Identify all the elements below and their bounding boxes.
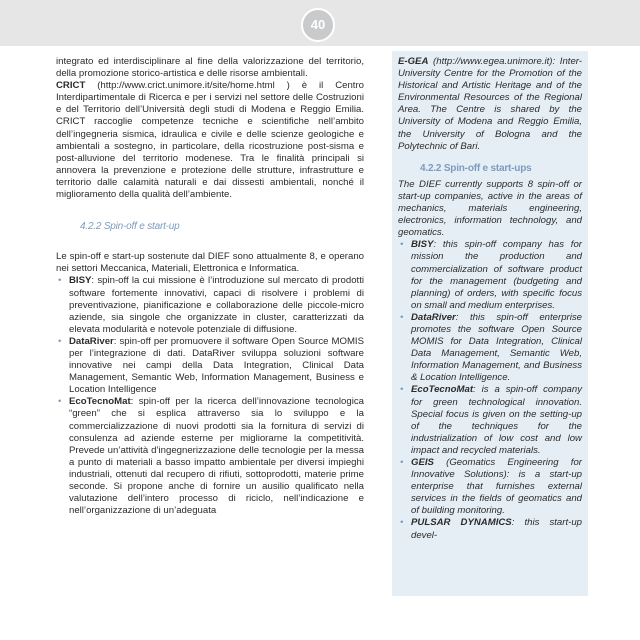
lead-paragraph-en: The DIEF currently supports 8 spin-off or start-up companies, active in the areas of mechanics, materials engineering, electronics, information technology, and geomatics.: [398, 178, 582, 239]
section-subheading: 4.2.2 Spin-off e start-up: [80, 221, 180, 233]
intro-paragraph: [56, 56, 364, 201]
item-text: : this start-up devel-: [411, 517, 582, 541]
list-item: [56, 275, 364, 335]
spinoff-list-en: [398, 239, 582, 541]
section-subheading-en: 4.2.2 Spin-off e start-ups: [420, 162, 532, 174]
item-name: BISY: [69, 275, 92, 287]
item-name: DataRiver: [411, 311, 456, 323]
item-text: : spin-off per promuovere il software Open Source MOMIS per l’integrazione di dati. DataRiver sviluppa soluzioni software innovative nei campi della Data Integration, Clinical Data Management, Semantic Web, Information Management, Business e Location Intelligence: [69, 335, 364, 396]
item-text: : spin-off per la ricerca dell’innovazione tecnologica “green” che si esplica attraverso sia lo sviluppo e la commercializzazione di nuovi prodotti sia la fornitura di servizi di consulenza ad aziende esterne per migliorarne la competitività. Prevede un’attività d’ingegnerizzazione delle tecnologie per la messa a punto di materiali a basso impatto ambientale per diversi impieghi industriali, ottenuti dal recupero di rifiuti, sottoprodotti, materie prime seconde. Si propone anche di fornire un ausilio qualificato nella valutazione dell’intero processo di riciclo, nell’indicazione e nell’organizzazione di un’adeguata: [69, 396, 364, 517]
item-name: DataRiver: [69, 335, 114, 347]
bullet-icon: •: [400, 457, 404, 468]
lead-paragraph: Le spin-off e start-up sostenute dal DIEF sono attualmente 8, e operano nei settori Meccanica, Materiali, Elettronica e Informatica.: [56, 251, 364, 275]
bullet-icon: •: [58, 275, 62, 287]
bullet-icon: •: [400, 384, 404, 396]
egea-text: (http://www.egea.unimore.it): Inter-University Centre for the Promotion of the Historical and Artistic Heritage and of the Environmental Resources of the Regional Area. The Centre is shared by the University of Modena and Reggio Emilia, the University of Bologna and the Polytechnic of Bari.: [398, 56, 582, 152]
item-name: PULSAR DYNAMICS: [411, 517, 512, 529]
item-text: : is a spin-off company for green technological innovation. Special focus is given on the setting-up of the techniques for the industrialization of low cost and low impact and recycled materials.: [411, 384, 582, 456]
spinoff-list: [56, 275, 364, 517]
crict-name: CRICT: [56, 80, 86, 92]
list-item: [398, 457, 582, 517]
item-name: EcoTecnoMat: [69, 396, 131, 408]
egea-paragraph: [398, 56, 582, 153]
page-header-band: [0, 0, 640, 46]
item-text: : this spin-off enterprise promotes the software Open Source MOMIS for Data Integration, Clinical Data Management, Semantic Web, Information Management, and Business & Location Intelligence.: [411, 311, 582, 384]
list-item: [56, 396, 364, 517]
list-item: [398, 384, 582, 457]
bullet-icon: •: [58, 335, 62, 347]
page-number-badge: 40: [301, 8, 335, 42]
list-item: [56, 336, 364, 396]
item-name: EcoTecnoMat: [411, 384, 474, 396]
english-sidebar: [392, 51, 588, 596]
list-item: [398, 312, 582, 385]
item-text: (Geomatics Engineering for Innovative Solutions): is a start-up enterprise that furnishes external services in the fields of geomatics and of building monitoring.: [411, 457, 582, 517]
item-text: : spin-off la cui missione è l’introduzione sul mercato di prodotti software fortemente innovativi, capaci di risolvere i problemi di preventivazione, pianificazione e collaborazione delle piccole-micro aziende, sia singole che organizzate in cluster, caratterizzati da elevata modularità e notevole potenziale di diffusione.: [69, 275, 364, 335]
italian-column: [56, 56, 364, 517]
intro-text: integrato ed interdisciplinare al fine della valorizzazione del territorio, della promozione storico-artistica e delle risorse ambientali.: [56, 56, 364, 80]
bullet-icon: •: [400, 311, 404, 323]
bullet-icon: •: [58, 396, 62, 408]
item-name: BISY: [411, 239, 434, 251]
bullet-icon: •: [400, 239, 404, 251]
list-item: [398, 239, 582, 312]
list-item: [398, 517, 582, 541]
item-name: GEIS: [411, 457, 434, 468]
item-text: : this spin-off company has for mission the production and commercialization of software product for the management (budgeting and planning) of orders, with specific focus on small and medium enterprises.: [411, 239, 582, 311]
egea-name: E-GEA: [398, 56, 429, 67]
crict-text: (http://www.crict.unimore.it/site/home.html ) è il Centro Interdipartimentale di Ricerca e per i servizi nel settore delle Costruzioni e del Territorio dell’Università degli studi di Modena e Reggio Emilia. CRICT raccoglie competenze tecniche e scientifiche nell’ambito dell’ingegneria sismica, idraulica e civile e delle scienze geologiche e ambientali a sostegno, in particolare, della ricostruzione post-sisma e post-alluvione del territorio modenese. Tra le finalità principali si annovera la prevenzione e protezione delle strutture, infrastrutture e territorio dalle calamità naturali e dai dissesti ambientali, nonché il miglioramento della qualità dell’ambiente.: [56, 80, 364, 201]
bullet-icon: •: [400, 517, 404, 529]
